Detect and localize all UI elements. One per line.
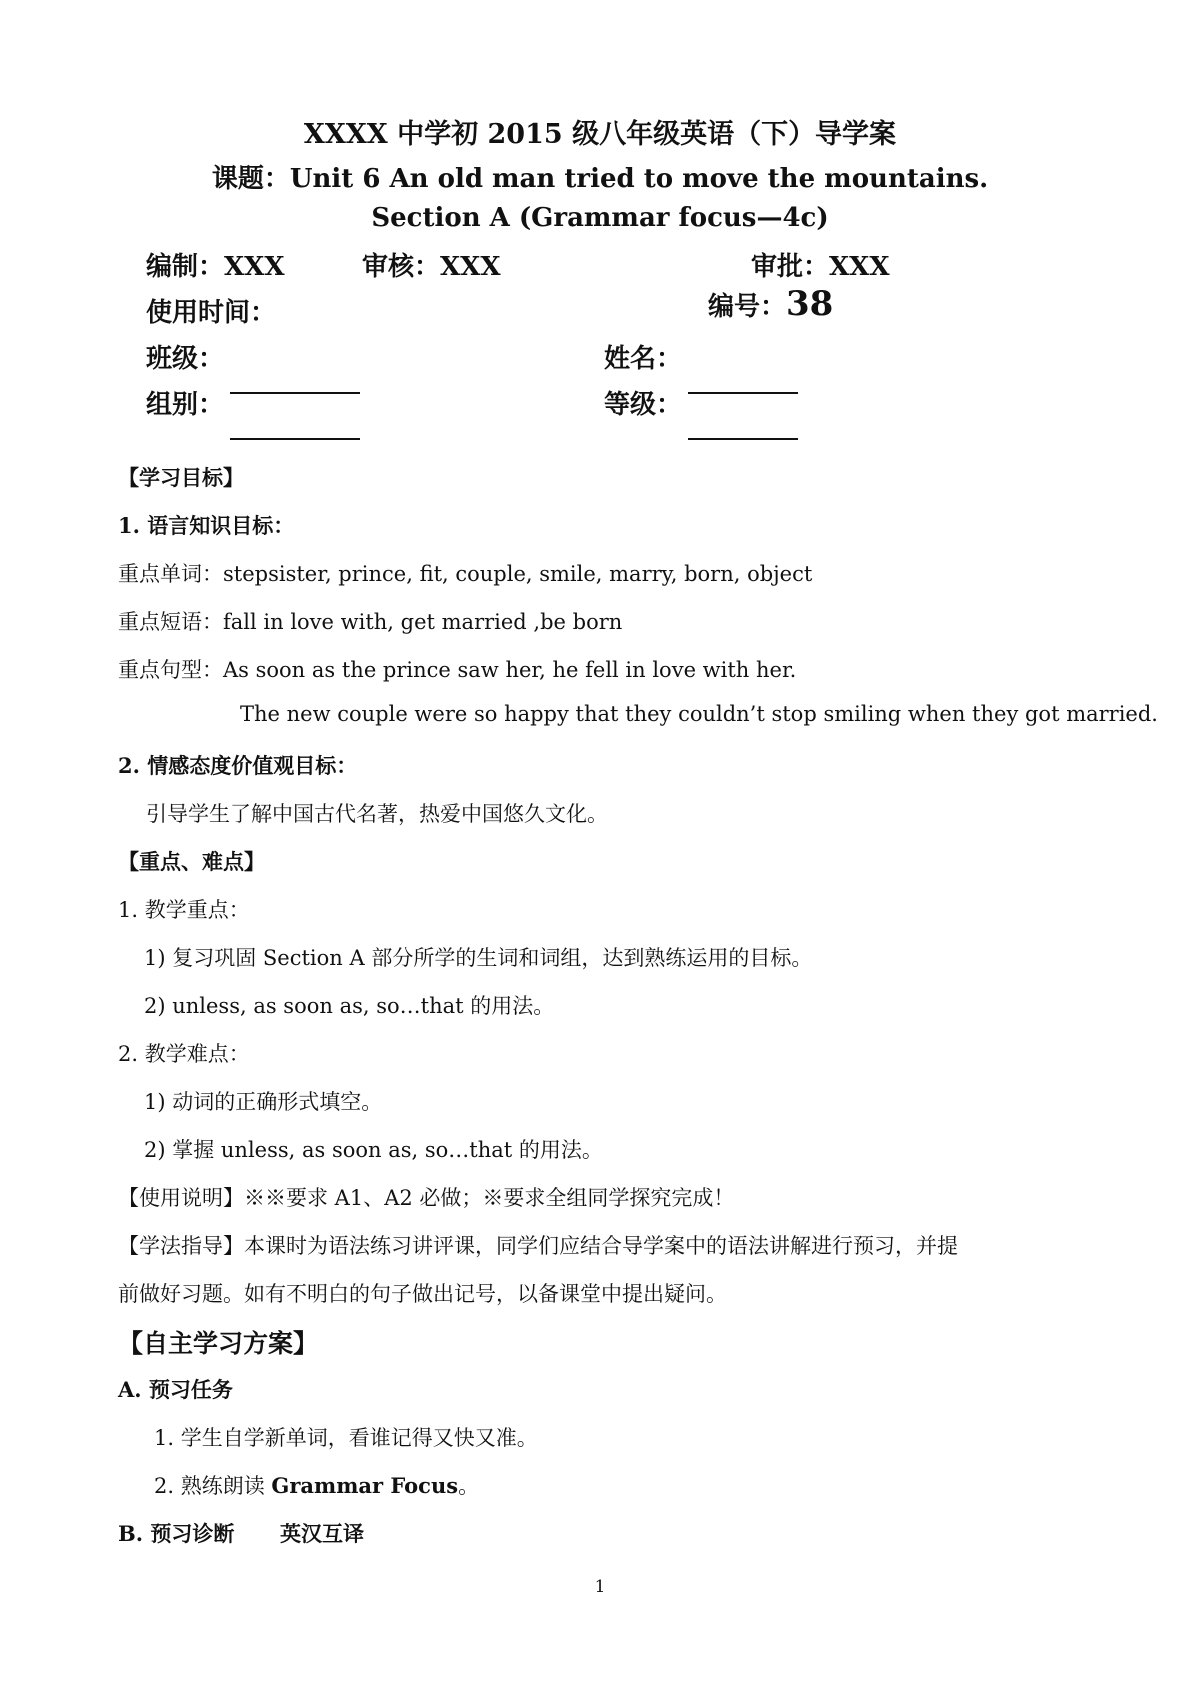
lesson-topic: 课题：Unit 6 An old man tried to move the mountains. xyxy=(211,164,989,194)
grammar-focus-term: Grammar Focus xyxy=(271,1473,459,1498)
class-label: 班级： xyxy=(146,344,225,374)
group-blank[interactable] xyxy=(230,410,360,440)
focus-item-2: 2) unless, as soon as, so…that 的用法。 xyxy=(144,994,555,1018)
name-blank[interactable] xyxy=(688,364,798,394)
translation-subheading: 英汉互译 xyxy=(280,1521,364,1546)
key-phrases: 重点短语：fall in love with, get married ,be born xyxy=(118,610,623,634)
approver-label: 审批：XXX xyxy=(751,252,890,282)
number-label: 编号： xyxy=(708,292,787,322)
focus-item-1: 1) 复习巩固 Section A 部分所学的生词和词组，达到熟练运用的目标。 xyxy=(144,946,813,970)
keypoints-heading: 【重点、难点】 xyxy=(118,849,265,874)
difficulty-item-2: 2) 掌握 unless, as soon as, so…that 的用法。 xyxy=(144,1138,603,1162)
objectives-heading: 【学习目标】 xyxy=(118,465,244,490)
teaching-focus-heading: 1. 教学重点： xyxy=(118,898,250,922)
difficulty-item-1: 1) 动词的正确形式填空。 xyxy=(144,1090,383,1114)
teaching-difficulty-heading: 2. 教学难点： xyxy=(118,1042,250,1066)
self-study-heading: 【自主学习方案】 xyxy=(118,1329,319,1358)
key-words: 重点单词：stepsister, prince, fit, couple, smile, marry, born, object xyxy=(118,562,813,586)
preview-task-heading: A. 预习任务 xyxy=(118,1377,233,1402)
group-label: 组别： xyxy=(146,390,225,420)
number-field xyxy=(708,284,833,324)
method-guide-line-1: 【学法指导】本课时为语法练习讲评课，同学们应结合导学案中的语法讲解进行预习，并提 xyxy=(118,1234,958,1258)
preview-diagnosis-heading: B. 预习诊断 xyxy=(118,1521,235,1546)
grade-blank[interactable] xyxy=(688,410,798,440)
document-title: XXXX 中学初 2015 级八年级英语（下）导学案 xyxy=(303,119,897,150)
key-sentences: 重点句型：As soon as the prince saw her, he fell in love with her. xyxy=(118,658,797,682)
language-objective-heading: 1. 语言知识目标： xyxy=(118,513,295,538)
name-label: 姓名： xyxy=(604,344,683,374)
emotion-objective-heading: 2. 情感态度价值观目标： xyxy=(118,753,358,778)
class-blank[interactable] xyxy=(230,364,360,394)
section-title: Section A (Grammar focus—4c) xyxy=(371,203,829,233)
preview-task-2: 2. 熟练朗读 Grammar Focus。 xyxy=(154,1473,480,1498)
preview-task-1: 1. 学生自学新单词，看谁记得又快又准。 xyxy=(154,1426,538,1450)
page-number: 1 xyxy=(594,1577,606,1597)
reviewer-label: 审核：XXX xyxy=(362,252,501,282)
emotion-objective-text: 引导学生了解中国古代名著，热爱中国悠久文化。 xyxy=(146,802,608,826)
grade-label: 等级： xyxy=(604,390,683,420)
number-value: 38 xyxy=(786,284,834,324)
key-sentence-2: The new couple were so happy that they couldn’t stop smiling when they got married. xyxy=(240,702,1158,726)
method-guide-line-2: 前做好习题。如有不明白的句子做出记号，以备课堂中提出疑问。 xyxy=(118,1282,727,1306)
time-label: 使用时间： xyxy=(146,298,277,328)
usage-instructions: 【使用说明】※※要求 A1、A2 必做；※要求全组同学探究完成！ xyxy=(118,1186,735,1210)
compiler-label: 编制：XXX xyxy=(146,252,285,282)
